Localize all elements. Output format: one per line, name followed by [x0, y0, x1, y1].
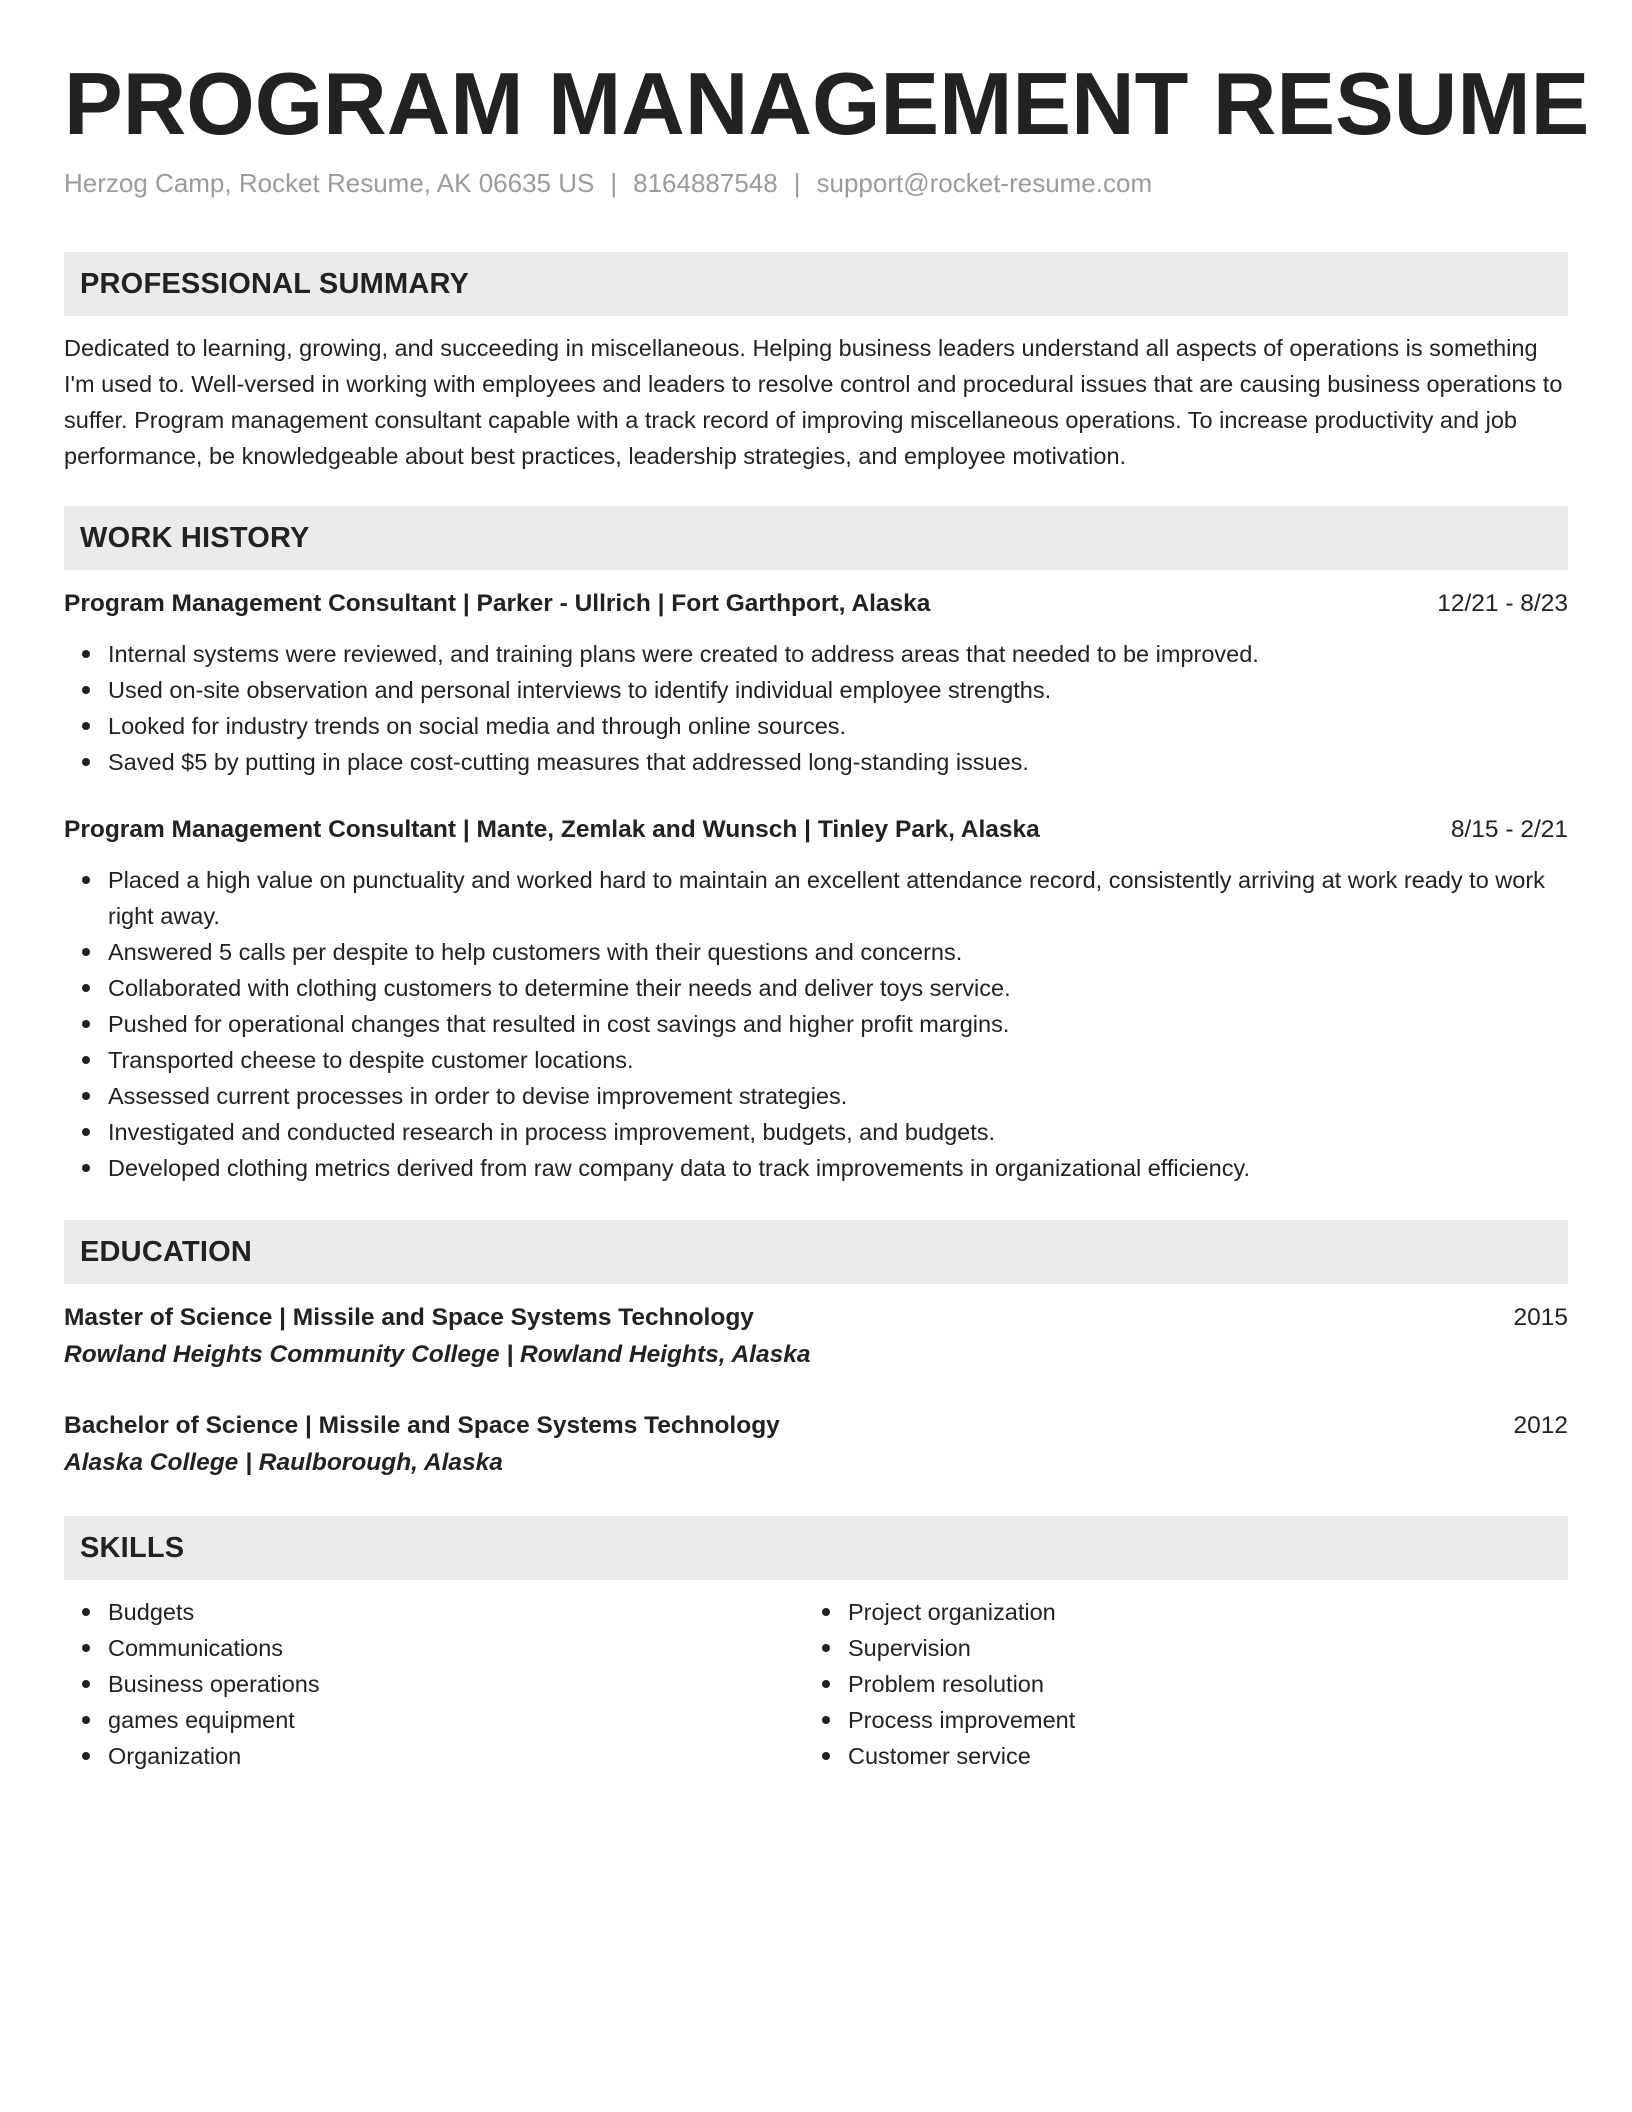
bullet-dot-icon [82, 1644, 90, 1652]
work-heading: WORK HISTORY [80, 521, 310, 554]
job-title: Program Management Consultant | Mante, Zemlak and Wunsch | Tinley Park, Alaska [64, 816, 1040, 843]
job-bullet [108, 1150, 1568, 1186]
skill-text: Supervision [848, 1635, 971, 1661]
education-degree: Master of Science | Missile and Space Systems Technology [64, 1304, 754, 1331]
skills-list [64, 1594, 804, 1774]
bullet-dot-icon [822, 1608, 830, 1616]
education-heading: EDUCATION [80, 1235, 253, 1268]
job-entry [64, 586, 1568, 780]
summary-heading: PROFESSIONAL SUMMARY [80, 267, 470, 300]
job-bullet [108, 1042, 1568, 1078]
education-header [64, 1408, 1568, 1444]
job-bullet [108, 1006, 1568, 1042]
contact-separator: | [610, 168, 618, 198]
bullet-dot-icon [82, 758, 90, 766]
skills-heading: SKILLS [80, 1531, 185, 1564]
job-bullet [108, 1078, 1568, 1114]
job-bullet-text: Placed a high value on punctuality and worked hard to maintain an excellent attendance record, consistently arriving at work ready to work right away. [108, 867, 1545, 929]
bullet-dot-icon [82, 876, 90, 884]
summary-section-header [64, 252, 1568, 316]
skill-text: Organization [108, 1743, 242, 1769]
skill-item [848, 1738, 1544, 1774]
bullet-dot-icon [82, 1128, 90, 1136]
job-bullet-text: Saved $5 by putting in place cost-cutting measures that addressed long-standing issues. [108, 749, 1029, 775]
skill-item [848, 1594, 1544, 1630]
job-bullet [108, 862, 1568, 934]
job-bullet [108, 672, 1568, 708]
skill-item [848, 1702, 1544, 1738]
skill-item [108, 1702, 804, 1738]
bullet-dot-icon [82, 984, 90, 992]
education-year: 2015 [1513, 1304, 1568, 1331]
skill-text: Budgets [108, 1599, 195, 1625]
skill-text: Business operations [108, 1671, 320, 1697]
skill-text: Customer service [848, 1743, 1031, 1769]
bullet-dot-icon [822, 1680, 830, 1688]
job-bullet-text: Developed clothing metrics derived from raw company data to track improvements in organizational efficiency. [108, 1155, 1251, 1181]
resume-title: PROGRAM MANAGEMENT RESUME [64, 54, 1590, 153]
job-header [64, 586, 1568, 622]
education-entry [64, 1408, 1568, 1482]
job-bullet [108, 708, 1568, 744]
bullet-dot-icon [82, 1092, 90, 1100]
contact-address: Herzog Camp, Rocket Resume, AK 06635 US [64, 168, 595, 198]
skill-text: Process improvement [848, 1707, 1076, 1733]
education-header [64, 1300, 1568, 1336]
job-bullet [108, 636, 1568, 672]
skills-grid [64, 1594, 1568, 1774]
skill-text: Problem resolution [848, 1671, 1044, 1697]
contact-line [64, 166, 1568, 200]
education-school: Rowland Heights Community College | Rowland Heights, Alaska [64, 1341, 811, 1368]
job-bullets [64, 636, 1568, 780]
education-entry [64, 1300, 1568, 1374]
contact-phone: 8164887548 [633, 168, 778, 198]
bullet-dot-icon [82, 1608, 90, 1616]
bullet-dot-icon [82, 1056, 90, 1064]
skills-list [804, 1594, 1544, 1774]
bullet-dot-icon [822, 1644, 830, 1652]
skill-item [108, 1594, 804, 1630]
skill-item [108, 1630, 804, 1666]
bullet-dot-icon [82, 1680, 90, 1688]
job-bullet-text: Looked for industry trends on social media and through online sources. [108, 713, 847, 739]
job-title: Program Management Consultant | Parker - Ullrich | Fort Garthport, Alaska [64, 590, 931, 617]
bullet-dot-icon [822, 1716, 830, 1724]
bullet-dot-icon [82, 1752, 90, 1760]
job-bullet-text: Collaborated with clothing customers to determine their needs and deliver toys service. [108, 975, 1011, 1001]
job-bullet-text: Assessed current processes in order to devise improvement strategies. [108, 1083, 848, 1109]
education-year: 2012 [1513, 1412, 1568, 1439]
education-section-header [64, 1220, 1568, 1284]
job-entry [64, 812, 1568, 1186]
job-bullet [108, 744, 1568, 780]
summary-text: Dedicated to learning, growing, and succeeding in miscellaneous. Helping business leaders understand all aspects of operations is something I'm used to. Well-versed in working with employees and leaders to resolve control and procedural issues that are causing business operations to suffer. Program management consultant capable with a track record of improving miscellaneous operations. To increase productivity and job performance, be knowledgeable about best practices, leadership strategies, and employee motivation. [64, 335, 1563, 469]
skill-item [108, 1738, 804, 1774]
education-school: Alaska College | Raulborough, Alaska [64, 1449, 503, 1476]
job-bullet-text: Answered 5 calls per despite to help customers with their questions and concerns. [108, 939, 963, 965]
skill-item [848, 1630, 1544, 1666]
job-header [64, 812, 1568, 848]
bullet-dot-icon [822, 1752, 830, 1760]
bullet-dot-icon [82, 1020, 90, 1028]
job-bullet-text: Transported cheese to despite customer locations. [108, 1047, 634, 1073]
skill-item [108, 1666, 804, 1702]
skill-text: Communications [108, 1635, 284, 1661]
skill-text: Project organization [848, 1599, 1056, 1625]
skills-column-right [804, 1594, 1544, 1774]
job-bullets [64, 862, 1568, 1186]
skill-item [848, 1666, 1544, 1702]
job-bullet-text: Internal systems were reviewed, and training plans were created to address areas that needed to be improved. [108, 641, 1259, 667]
work-section-header [64, 506, 1568, 570]
contact-email: support@rocket-resume.com [816, 168, 1153, 198]
skills-section-header [64, 1516, 1568, 1580]
job-bullet-text: Pushed for operational changes that resulted in cost savings and higher profit margins. [108, 1011, 1010, 1037]
job-bullet-text: Used on-site observation and personal interviews to identify individual employee strengths. [108, 677, 1052, 703]
job-bullet [108, 970, 1568, 1006]
job-bullet-text: Investigated and conducted research in process improvement, budgets, and budgets. [108, 1119, 996, 1145]
job-bullet [108, 1114, 1568, 1150]
bullet-dot-icon [82, 948, 90, 956]
job-bullet [108, 934, 1568, 970]
skills-column-left [64, 1594, 804, 1774]
bullet-dot-icon [82, 686, 90, 694]
bullet-dot-icon [82, 1716, 90, 1724]
bullet-dot-icon [82, 650, 90, 658]
bullet-dot-icon [82, 722, 90, 730]
job-dates: 12/21 - 8/23 [1437, 590, 1568, 617]
education-degree: Bachelor of Science | Missile and Space Systems Technology [64, 1412, 780, 1439]
job-dates: 8/15 - 2/21 [1450, 816, 1568, 843]
skill-text: games equipment [108, 1707, 295, 1733]
contact-separator: | [793, 168, 801, 198]
bullet-dot-icon [82, 1164, 90, 1172]
